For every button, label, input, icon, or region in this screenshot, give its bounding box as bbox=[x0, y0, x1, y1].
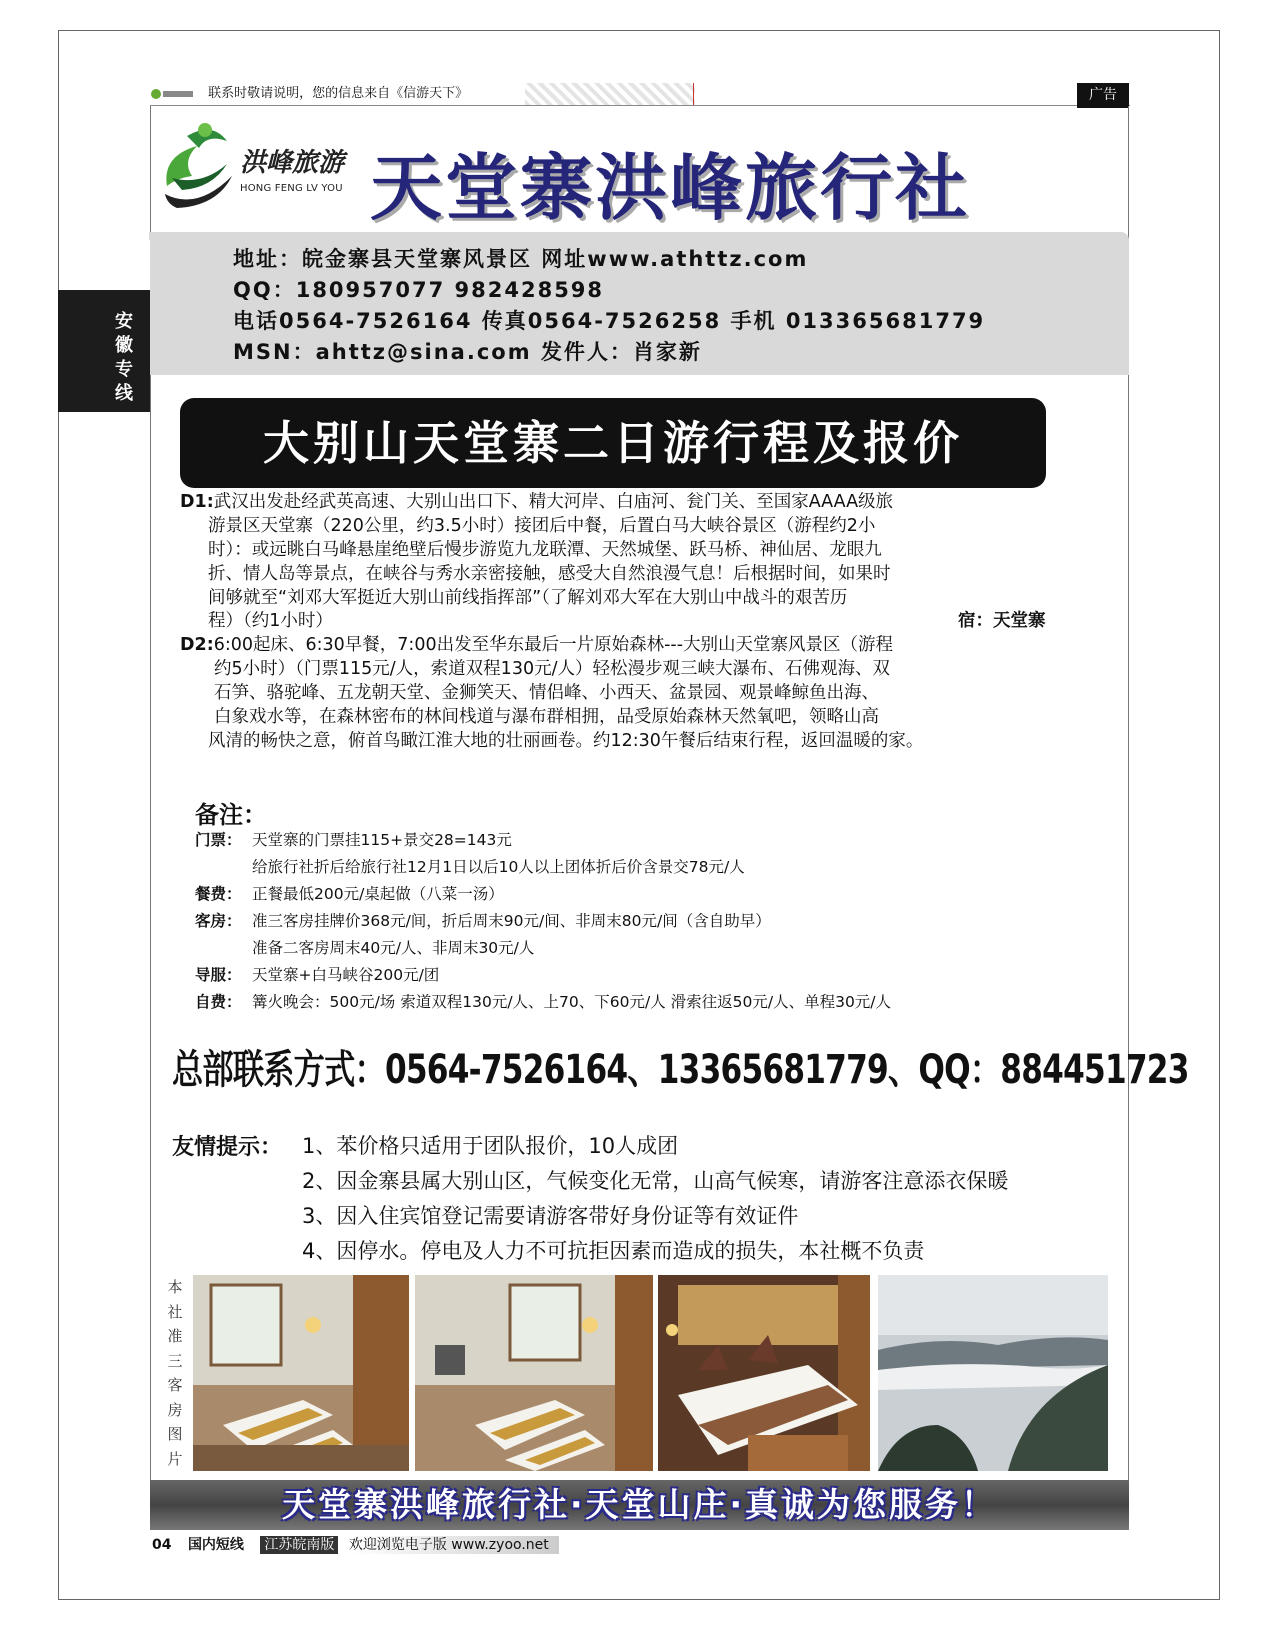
company-logo-icon bbox=[157, 116, 235, 216]
tip-item: 2、因金寨县属大别山区，气候变化无常，山高气候寒，请游客注意添衣保暖 bbox=[302, 1169, 1009, 1193]
page-footer bbox=[152, 1534, 559, 1554]
day2-line: 风清的畅快之意，俯首鸟瞰江淮大地的壮丽画卷。约12:30午餐后结束行程，返回温暖的家。 bbox=[208, 731, 924, 751]
day1-line: 游景区天堂寨（220公里，约3.5小时）接团后中餐，后置白马大峡谷景区（游程约2小 bbox=[208, 516, 876, 536]
day2-line: 白象戏水等，在森林密布的林间栈道与瀑布群相拥，品受原始森林天然氧吧，领略山高 bbox=[214, 707, 879, 727]
day1-line: 时）：或远眺白马峰悬崖绝壁后慢步游览九龙联潭、天然城堡、跃马桥、神仙居、龙眼九 bbox=[208, 540, 882, 560]
hotel-room-photo-2 bbox=[415, 1275, 653, 1471]
photo-caption: 本社准三客房图片 bbox=[167, 1278, 183, 1468]
ticket-note: 门票： 天堂寨的门票挂115+景交28=143元 bbox=[195, 831, 512, 849]
day1-line: 折、情人岛等景点，在峡谷与秀水亲密接触，感受大自然浪漫气息！后根据时间，如果时 bbox=[208, 564, 891, 584]
page-number: 04 bbox=[152, 1537, 172, 1553]
tips-label: 友情提示： bbox=[172, 1135, 283, 1160]
mountain-sea-of-clouds-photo bbox=[878, 1275, 1108, 1471]
msn-line: MSN：ahttz@sina.com 发件人：肖家新 bbox=[233, 340, 702, 364]
divider bbox=[693, 83, 694, 105]
tip-item: 4、因停水。停电及人力不可抗拒因素而造成的损失，本社概不负责 bbox=[302, 1239, 925, 1263]
website-link[interactable]: 欢迎浏览电子版 www.zyoo.net bbox=[349, 1536, 559, 1554]
ad-label: 广告 bbox=[1077, 83, 1129, 108]
hotel-room-photo-3 bbox=[658, 1275, 870, 1471]
hq-contact: 总部联系方式：0564-7526164、13365681779、QQ：884451723 bbox=[172, 1047, 1189, 1093]
itinerary-title: 大别山天堂寨二日游行程及报价 bbox=[263, 416, 963, 470]
tip-item: 1、苯价格只适用于团队报价，10人成团 bbox=[302, 1134, 679, 1158]
day2-line: 石笋、骆驼峰、五龙朝天堂、金狮笑天、情侣峰、小西天、盆景园、观景峰鲸鱼出海、 bbox=[214, 683, 879, 703]
source-notice-text: 联系时敬请说明，您的信息来自《信游天下》 bbox=[208, 86, 469, 101]
hotel-room-photo-1 bbox=[193, 1275, 409, 1471]
day1-line: 间够就至“刘邓大军挺近大别山前线指挥部”（了解刘邓大军在大别山中战斗的艰苦历 bbox=[208, 588, 848, 608]
meal-note: 餐费： 正餐最低200元/桌起做（八菜一汤） bbox=[195, 885, 504, 903]
day2-line: D2:6:00起床、6:30早餐，7:00出发至华东最后一片原始森林---大别山天堂寨风景区（游程 bbox=[180, 635, 894, 655]
day2-line: 约5小时）（门票115元/人，索道双程130元/人）轻松漫步观三峡大瀑布、石佛观海、双 bbox=[214, 659, 890, 679]
decorative-pattern bbox=[525, 83, 695, 105]
day1-lodging: 宿：天堂寨 bbox=[958, 611, 1046, 631]
room-note: 客房： 准三客房挂牌价368元/间，折后周末90元/间、非周末80元/间（含自助早） bbox=[195, 912, 771, 930]
qq-line: QQ：180957077 982428598 bbox=[233, 278, 605, 302]
logo-chinese-text: 洪峰旅游 bbox=[240, 148, 345, 178]
company-name: 天堂寨洪峰旅行社 bbox=[370, 145, 971, 230]
day1-label: D1: bbox=[180, 492, 214, 512]
source-notice bbox=[150, 83, 695, 105]
day2-label: D2: bbox=[180, 635, 214, 655]
remarks-title: 备注： bbox=[195, 801, 267, 829]
side-tab-label: 安徽专线 bbox=[115, 311, 133, 404]
tip-item: 3、因入住宾馆登记需要请游客带好身份证等有效证件 bbox=[302, 1204, 799, 1228]
self-pay-note: 自费： 篝火晚会：500元/场 索道双程130元/人、上70、下60元/人 滑索往返50元/人、单程30元/人 bbox=[195, 993, 892, 1011]
section-name: 国内短线 bbox=[187, 1537, 244, 1553]
room-note-2: 准备二客房周末40元/人、非周末30元/人 bbox=[252, 939, 535, 957]
day1-line: 程）（约1小时） bbox=[208, 611, 333, 631]
edition-badge: 江苏皖南版 bbox=[260, 1536, 338, 1554]
logo-english-text: HONG FENG LV YOU bbox=[240, 183, 343, 194]
day1-line: D1:武汉出发赴经武英高速、大别山出口下、精大河岸、白庙河、瓮门关、至国家AAAA级旅 bbox=[180, 492, 894, 512]
publication-logo-icon bbox=[150, 87, 196, 101]
section-side-tab bbox=[58, 290, 150, 412]
phone-line: 电话0564-7526164 传真0564-7526258 手机 013365681779 bbox=[233, 309, 986, 333]
slogan-text: 天堂寨洪峰旅行社·天堂山庄·真诚为您服务！ bbox=[281, 1485, 998, 1524]
guide-note: 导服： 天堂寨+白马峡谷200元/团 bbox=[195, 966, 440, 984]
ticket-note-2: 给旅行社折后给旅行社12月1日以后10人以上团体折后价含景交78元/人 bbox=[252, 858, 745, 876]
address-line: 地址：皖金寨县天堂寨风景区 网址www.athttz.com bbox=[233, 247, 809, 271]
